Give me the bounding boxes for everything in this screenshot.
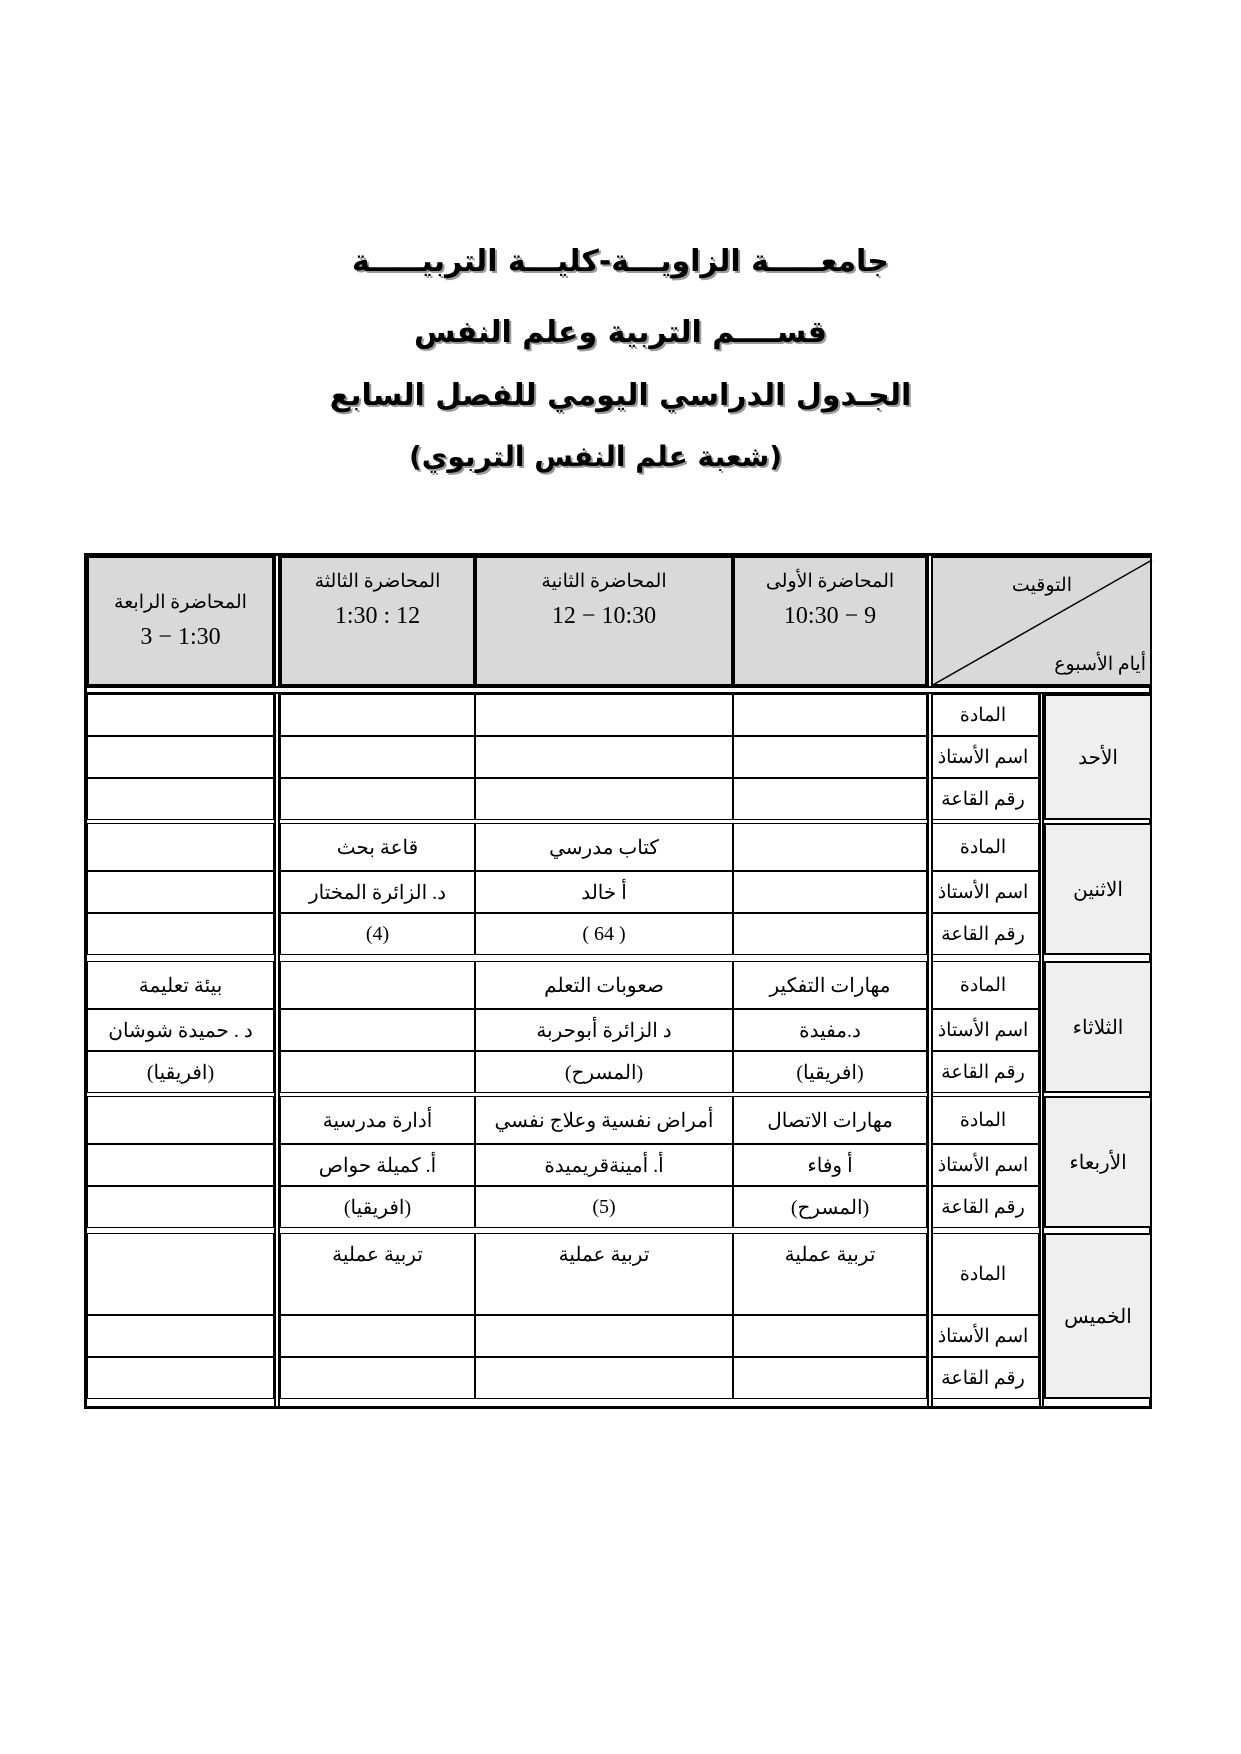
schedule-cell-teacher: د.مفيدة (733, 1009, 927, 1051)
schedule-cell-teacher (733, 871, 927, 913)
schedule-cell-teacher (280, 1315, 475, 1357)
corner-header-cell (927, 556, 1152, 686)
schedule-title: الجـدول الدراسي اليومي للفصل السابع (329, 378, 912, 413)
schedule-cell-subject (733, 694, 927, 736)
department-title: قســــم التربية وعلم النفس (414, 315, 827, 350)
schedule-cell-subject (280, 961, 475, 1009)
row-label-teacher: اسم الأستاذ (927, 736, 1039, 778)
schedule-cell-room: (افريقيا) (280, 1186, 475, 1228)
schedule-cell-teacher: د. الزائرة المختار (280, 871, 475, 913)
schedule-cell-subject (87, 694, 274, 736)
day-cell: الخميس (1044, 1233, 1152, 1399)
schedule-cell-room (87, 913, 274, 955)
lecture-header-3 (280, 556, 475, 686)
schedule-cell-room: (افريقيا) (733, 1051, 927, 1093)
schedule-cell-subject: مهارات التفكير (733, 961, 927, 1009)
row-label-room: رقم القاعة (927, 1186, 1039, 1228)
schedule-cell-subject: تربية عملية (475, 1233, 733, 1315)
row-label-subject: المادة (927, 1233, 1039, 1315)
lecture-4-label: المحاضرة الرابعة (114, 592, 247, 613)
row-label-teacher: اسم الأستاذ (927, 1315, 1039, 1357)
row-label-teacher: اسم الأستاذ (927, 871, 1039, 913)
lecture-header-2 (475, 556, 733, 686)
lecture-4-time: 3 − 1:30 (140, 624, 221, 650)
schedule-cell-subject: تربية عملية (280, 1233, 475, 1315)
schedule-cell-subject: قاعة بحث (280, 823, 475, 871)
schedule-cell-room (733, 778, 927, 820)
lecture-1-time: 10:30 − 9 (783, 603, 877, 629)
schedule-cell-subject (87, 823, 274, 871)
header-separator (87, 686, 1149, 694)
column-separator (927, 556, 933, 1406)
column-separator (274, 556, 280, 1406)
day-cell: الثلاثاء (1044, 961, 1152, 1093)
schedule-cell-room: (افريقيا) (87, 1051, 274, 1093)
schedule-cell-subject: أمراض نفسية وعلاج نفسي (475, 1096, 733, 1144)
schedule-cell-room: (المسرح) (475, 1051, 733, 1093)
row-label-teacher: اسم الأستاذ (927, 1144, 1039, 1186)
day-cell: الأحد (1044, 694, 1152, 820)
lecture-header-1 (733, 556, 927, 686)
schedule-cell-subject: كتاب مدرسي (475, 823, 733, 871)
schedule-cell-subject: أدارة مدرسية (280, 1096, 475, 1144)
corner-days-label: أيام الأسبوع (1054, 654, 1146, 675)
row-label-room: رقم القاعة (927, 778, 1039, 820)
schedule-cell-room (280, 1051, 475, 1093)
schedule-cell-teacher (87, 1315, 274, 1357)
schedule-cell-subject: مهارات الاتصال (733, 1096, 927, 1144)
schedule-cell-teacher: أ. كميلة حواص (280, 1144, 475, 1186)
schedule-cell-room: (4) (280, 913, 475, 955)
row-label-subject: المادة (927, 1096, 1039, 1144)
schedule-cell-room: (5) (475, 1186, 733, 1228)
lecture-2-time: 12 − 10:30 (551, 603, 657, 629)
corner-time-label: التوقيت (1011, 575, 1072, 596)
schedule-cell-teacher (87, 736, 274, 778)
row-label-room: رقم القاعة (927, 913, 1039, 955)
row-label-subject: المادة (927, 961, 1039, 1009)
schedule-cell-teacher: د . حميدة شوشان (87, 1009, 274, 1051)
row-label-room: رقم القاعة (927, 1357, 1039, 1399)
schedule-cell-teacher (87, 871, 274, 913)
schedule-cell-teacher (475, 1315, 733, 1357)
schedule-cell-subject (280, 694, 475, 736)
university-title: جامعـــــة الزاويـــة-كليـــة التربيـــــة (352, 244, 889, 279)
lecture-2-label: المحاضرة الثانية (541, 571, 667, 592)
schedule-cell-teacher: د الزائرة أبوحربة (475, 1009, 733, 1051)
schedule-cell-subject: تربية عملية (733, 1233, 927, 1315)
column-separator (1039, 694, 1044, 1406)
schedule-cell-teacher (733, 1315, 927, 1357)
schedule-cell-room (475, 1357, 733, 1399)
schedule-table (84, 553, 1152, 1409)
schedule-cell-teacher: أ خالد (475, 871, 733, 913)
lecture-header-4 (87, 556, 274, 686)
schedule-cell-room (87, 1357, 274, 1399)
lecture-1-label: المحاضرة الأولى (765, 571, 895, 592)
division-title: (شعبة علم النفس التربوي) (408, 440, 783, 473)
day-cell: الاثنين (1044, 823, 1152, 955)
row-label-teacher: اسم الأستاذ (927, 1009, 1039, 1051)
schedule-cell-subject: صعوبات التعلم (475, 961, 733, 1009)
schedule-cell-subject (475, 694, 733, 736)
lecture-3-time: 1:30 : 12 (334, 603, 421, 629)
schedule-cell-room: ( 64 ) (475, 913, 733, 955)
schedule-cell-teacher (280, 736, 475, 778)
schedule-cell-room (733, 913, 927, 955)
schedule-cell-room (280, 1357, 475, 1399)
schedule-cell-teacher: أ. أمينةقريميدة (475, 1144, 733, 1186)
schedule-cell-room (87, 1186, 274, 1228)
schedule-cell-subject (733, 823, 927, 871)
row-label-room: رقم القاعة (927, 1051, 1039, 1093)
schedule-cell-teacher (475, 736, 733, 778)
schedule-cell-teacher (280, 1009, 475, 1051)
schedule-cell-teacher: أ وفاء (733, 1144, 927, 1186)
schedule-cell-teacher (733, 736, 927, 778)
day-cell: الأربعاء (1044, 1096, 1152, 1228)
row-label-subject: المادة (927, 823, 1039, 871)
schedule-cell-teacher (87, 1144, 274, 1186)
schedule-cell-room (280, 778, 475, 820)
schedule-cell-subject (87, 1096, 274, 1144)
schedule-cell-subject: بيئة تعليمة (87, 961, 274, 1009)
schedule-cell-room (733, 1357, 927, 1399)
schedule-cell-room: (المسرح) (733, 1186, 927, 1228)
lecture-3-label: المحاضرة الثالثة (314, 571, 441, 592)
schedule-cell-room (475, 778, 733, 820)
schedule-cell-room (87, 778, 274, 820)
row-label-subject: المادة (927, 694, 1039, 736)
schedule-cell-subject (87, 1233, 274, 1315)
